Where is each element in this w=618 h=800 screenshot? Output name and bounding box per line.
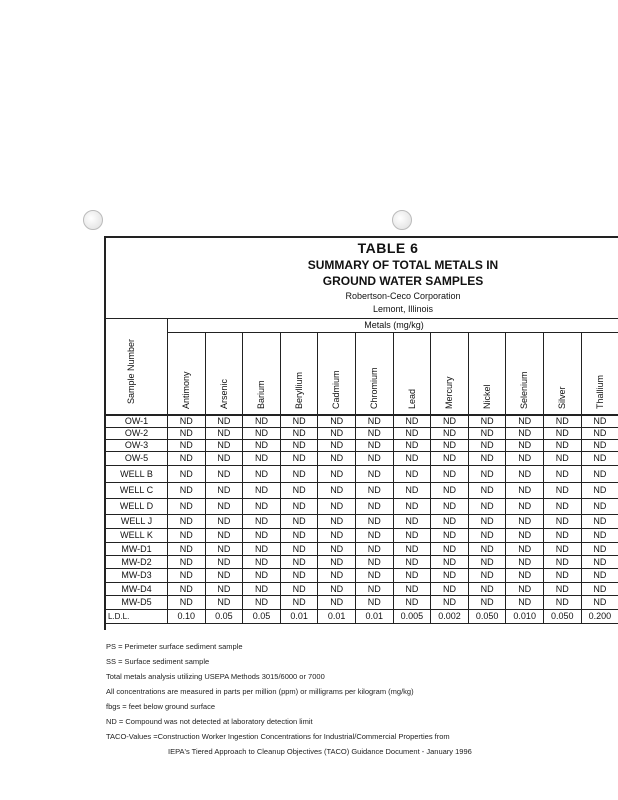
metal-value-cell: ND [356, 427, 394, 439]
table-row [106, 528, 618, 543]
metal-value-cell: ND [356, 451, 394, 465]
column-header-label: Selenium [519, 371, 530, 409]
metal-value-cell: ND [582, 568, 618, 582]
metal-value-cell: ND [206, 427, 244, 439]
metal-value-cell: ND [243, 568, 281, 582]
metal-value-cell: ND [582, 465, 618, 482]
metal-value-cell: 0.002 [431, 609, 469, 623]
sample-number-cell: WELL K [106, 528, 168, 542]
metal-value-cell: ND [431, 582, 469, 595]
table-title-block [106, 238, 618, 319]
metal-value-cell: ND [168, 439, 206, 451]
metal-value-cell: ND [431, 595, 469, 609]
metal-value-cell: ND [394, 439, 432, 451]
metal-value-cell: ND [544, 465, 582, 482]
metal-value-cell: ND [469, 528, 507, 542]
table-notes [106, 642, 606, 762]
metal-value-cell: ND [544, 528, 582, 542]
metal-value-cell: ND [243, 595, 281, 609]
sample-number-cell: WELL B [106, 465, 168, 482]
metal-value-cell: 0.01 [281, 609, 319, 623]
metal-value-cell: ND [582, 528, 618, 542]
metal-value-cell: ND [506, 595, 544, 609]
metal-value-cell: ND [394, 482, 432, 498]
column-header-antimony [168, 333, 206, 414]
metal-value-cell: 0.05 [206, 609, 244, 623]
column-header-beryllium [281, 333, 319, 414]
sample-number-cell: MW-D5 [106, 595, 168, 609]
metal-value-cell: ND [243, 451, 281, 465]
metal-value-cell: ND [394, 427, 432, 439]
metal-value-cell: ND [318, 451, 356, 465]
table-row [106, 482, 618, 499]
metal-value-cell: ND [356, 528, 394, 542]
sample-number-cell: WELL C [106, 482, 168, 498]
table-row [106, 514, 618, 529]
metal-value-cell: ND [394, 415, 432, 427]
metal-value-cell: ND [582, 582, 618, 595]
metal-value-cell: ND [431, 415, 469, 427]
metal-value-cell: ND [394, 514, 432, 528]
column-header-label: Chromium [369, 367, 379, 409]
table-row [106, 555, 618, 569]
column-header-mercury [431, 333, 469, 414]
metal-value-cell: ND [243, 427, 281, 439]
metal-value-cell: ND [243, 439, 281, 451]
metal-value-cell: ND [506, 439, 544, 451]
metal-value-cell: ND [544, 595, 582, 609]
metal-value-cell: ND [582, 451, 618, 465]
metal-value-cell: ND [544, 568, 582, 582]
metal-value-cell: ND [356, 482, 394, 498]
metal-value-cell: ND [206, 514, 244, 528]
metal-value-cell: ND [243, 582, 281, 595]
column-header-label: Nickel [481, 384, 492, 409]
metal-value-cell: ND [582, 415, 618, 427]
metal-value-cell: ND [281, 465, 319, 482]
table-header [106, 318, 618, 416]
metal-value-cell: ND [281, 568, 319, 582]
metal-value-cell: ND [469, 555, 507, 568]
metal-value-cell: ND [394, 555, 432, 568]
metal-value-cell: ND [544, 415, 582, 427]
metal-value-cell: ND [394, 582, 432, 595]
metal-value-cell: ND [506, 528, 544, 542]
metal-value-cell: ND [281, 528, 319, 542]
metal-value-cell: ND [356, 568, 394, 582]
metal-value-cell: ND [318, 498, 356, 514]
metal-value-cell: ND [356, 582, 394, 595]
metal-value-cell: ND [506, 415, 544, 427]
metal-value-cell: 0.005 [394, 609, 432, 623]
metal-value-cell: ND [506, 465, 544, 482]
metal-value-cell: ND [356, 439, 394, 451]
metal-value-cell: ND [356, 465, 394, 482]
metal-value-cell: ND [318, 595, 356, 609]
metal-value-cell: ND [243, 498, 281, 514]
metal-value-cell: ND [544, 451, 582, 465]
metal-value-cell: ND [356, 514, 394, 528]
sample-number-cell: OW-3 [106, 439, 168, 451]
column-header-thallium [582, 333, 618, 414]
metal-value-cell: ND [506, 451, 544, 465]
metal-value-cell: ND [281, 542, 319, 555]
column-header-label: Thallium [594, 374, 605, 409]
metal-value-cell: ND [544, 582, 582, 595]
metal-value-cell: ND [506, 555, 544, 568]
location: Lemont, Illinois [372, 304, 434, 314]
metal-value-cell: ND [281, 595, 319, 609]
metal-value-cell: ND [431, 542, 469, 555]
metal-value-cell: ND [394, 451, 432, 465]
sample-number-cell: WELL J [106, 514, 168, 528]
note-line: PS = Perimeter surface sediment sample [106, 642, 243, 651]
metal-value-cell: 0.10 [168, 609, 206, 623]
metal-value-cell: ND [469, 465, 507, 482]
metal-value-cell: ND [356, 415, 394, 427]
metal-value-cell: ND [243, 528, 281, 542]
metal-value-cell: ND [431, 482, 469, 498]
metal-value-cell: ND [394, 542, 432, 555]
metal-value-cell: ND [168, 482, 206, 498]
metal-value-cell: ND [431, 568, 469, 582]
metal-value-cell: ND [168, 427, 206, 439]
metal-value-cell: ND [318, 568, 356, 582]
metal-value-cell: ND [168, 514, 206, 528]
metal-value-cell: ND [168, 542, 206, 555]
metal-value-cell: ND [431, 514, 469, 528]
column-header-lead [394, 333, 432, 414]
metal-value-cell: ND [206, 542, 244, 555]
metal-value-cell: ND [431, 439, 469, 451]
metal-value-cell: 0.200 [582, 609, 618, 623]
metal-value-cell: ND [506, 482, 544, 498]
sample-number-cell: MW-D2 [106, 555, 168, 568]
metal-value-cell: ND [206, 415, 244, 427]
metal-value-cell: ND [469, 514, 507, 528]
metal-value-cell: ND [469, 595, 507, 609]
note-line: Total metals analysis utilizing USEPA Methods 3015/6000 or 7000 [106, 672, 325, 681]
column-header-label: Barium [256, 380, 267, 409]
table-row [106, 595, 618, 610]
metal-value-cell: ND [394, 465, 432, 482]
column-header-cadmium [318, 333, 356, 414]
metal-value-cell: ND [168, 595, 206, 609]
metal-value-cell: ND [506, 427, 544, 439]
metal-value-cell: ND [469, 568, 507, 582]
column-header-label: Lead [406, 388, 417, 409]
metal-value-cell: ND [206, 498, 244, 514]
metal-value-cell: ND [318, 427, 356, 439]
note-line: SS = Surface sediment sample [106, 657, 210, 666]
column-header-label: Arsenic [218, 378, 229, 409]
metal-value-cell: ND [243, 415, 281, 427]
metal-value-cell: ND [206, 482, 244, 498]
column-header-selenium [506, 333, 544, 414]
metal-value-cell: ND [318, 415, 356, 427]
sample-number-label: Sample Number [126, 338, 136, 404]
metal-value-cell: 0.050 [469, 609, 507, 623]
column-header-label: Mercury [444, 376, 455, 409]
table-title: TABLE 6 [357, 240, 419, 256]
sample-number-header [106, 318, 168, 414]
company-name: Robertson-Ceco Corporation [345, 291, 461, 301]
metal-value-cell: ND [243, 555, 281, 568]
column-header-nickel [469, 333, 507, 414]
column-header-chromium [356, 333, 394, 414]
metal-value-cell: ND [469, 451, 507, 465]
sample-number-cell: OW-2 [106, 427, 168, 439]
metal-value-cell: ND [206, 439, 244, 451]
table-subtitle-line2: GROUND WATER SAMPLES [322, 274, 484, 288]
metal-value-cell: ND [469, 498, 507, 514]
metal-value-cell: ND [469, 439, 507, 451]
metal-value-cell: ND [431, 451, 469, 465]
metal-value-cell: ND [544, 514, 582, 528]
metal-value-cell: ND [168, 465, 206, 482]
metal-value-cell: ND [506, 568, 544, 582]
metal-value-cell: ND [582, 595, 618, 609]
metal-value-cell: ND [206, 595, 244, 609]
metal-value-cell: ND [206, 451, 244, 465]
table-row [106, 582, 618, 596]
metal-value-cell: ND [469, 427, 507, 439]
metal-value-cell: ND [506, 498, 544, 514]
metal-value-cell: ND [431, 555, 469, 568]
metal-value-cell: ND [544, 482, 582, 498]
table-row [106, 465, 618, 483]
metal-value-cell: ND [544, 439, 582, 451]
note-line: ND = Compound was not detected at laboratory detection limit [106, 717, 313, 726]
column-header-label: Silver [557, 386, 567, 409]
metal-value-cell: ND [506, 514, 544, 528]
metal-value-cell: ND [582, 542, 618, 555]
metal-value-cell: 0.010 [506, 609, 544, 623]
metal-value-cell: ND [431, 498, 469, 514]
metal-value-cell: 0.01 [318, 609, 356, 623]
metal-value-cell: ND [281, 439, 319, 451]
metal-value-cell: ND [356, 498, 394, 514]
metal-value-cell: ND [318, 482, 356, 498]
column-header-label: Antimony [181, 371, 191, 409]
metals-units-header: Metals (mg/kg) [168, 318, 618, 333]
metal-value-cell: ND [206, 555, 244, 568]
metal-value-cell: ND [469, 482, 507, 498]
metal-value-cell: ND [168, 451, 206, 465]
metal-value-cell: ND [394, 498, 432, 514]
metal-value-cell: ND [318, 528, 356, 542]
metal-value-cell: ND [506, 582, 544, 595]
column-header-silver [544, 333, 582, 414]
table-row [106, 498, 618, 515]
metal-value-cell: ND [582, 439, 618, 451]
note-line: All concentrations are measured in parts per million (ppm) or milligrams per kilogram (mg/kg) [106, 687, 414, 696]
metal-value-cell: ND [394, 568, 432, 582]
metal-value-cell: ND [281, 514, 319, 528]
metal-value-cell: ND [431, 427, 469, 439]
sample-number-cell: MW-D3 [106, 568, 168, 582]
metal-value-cell: ND [318, 439, 356, 451]
metal-value-cell: ND [431, 528, 469, 542]
metal-value-cell: ND [318, 514, 356, 528]
metal-value-cell: ND [281, 555, 319, 568]
punch-hole-left [83, 210, 103, 230]
metal-value-cell: ND [544, 498, 582, 514]
metal-value-cell: ND [281, 498, 319, 514]
metal-value-cell: ND [281, 482, 319, 498]
metal-value-cell: ND [544, 555, 582, 568]
table-row [106, 451, 618, 466]
metal-value-cell: ND [281, 427, 319, 439]
table-row [106, 568, 618, 583]
punch-hole-center [392, 210, 412, 230]
note-line: TACO-Values =Construction Worker Ingestion Concentrations for Industrial/Commercial Properties from [106, 732, 450, 741]
note-line: fbgs = feet below ground surface [106, 702, 216, 711]
metal-value-cell: ND [318, 465, 356, 482]
metal-value-cell: ND [206, 528, 244, 542]
metal-value-cell: ND [394, 595, 432, 609]
metal-value-cell: ND [243, 542, 281, 555]
metal-value-cell: 0.01 [356, 609, 394, 623]
metal-value-cell: 0.05 [243, 609, 281, 623]
sample-number-cell: MW-D1 [106, 542, 168, 555]
metal-value-cell: ND [469, 415, 507, 427]
metal-value-cell: ND [582, 555, 618, 568]
metal-value-cell: ND [168, 498, 206, 514]
note-line: IEPA's Tiered Approach to Cleanup Objectives (TACO) Guidance Document - January 1996 [168, 747, 472, 756]
column-header-arsenic [206, 333, 244, 414]
metal-value-cell: ND [431, 465, 469, 482]
column-header-barium [243, 333, 281, 414]
column-header-label: Cadmium [331, 370, 342, 409]
metal-value-cell: ND [206, 568, 244, 582]
metal-value-cell: ND [582, 482, 618, 498]
metal-value-cell: ND [394, 528, 432, 542]
sample-number-cell: OW-1 [106, 415, 168, 427]
metal-value-cell: 0.050 [544, 609, 582, 623]
metal-value-cell: ND [318, 555, 356, 568]
metal-value-cell: ND [356, 595, 394, 609]
metal-value-cell: ND [243, 514, 281, 528]
metal-value-cell: ND [582, 498, 618, 514]
metal-value-cell: ND [506, 542, 544, 555]
sample-number-cell: OW-5 [106, 451, 168, 465]
metal-value-cell: ND [318, 582, 356, 595]
column-header-label: Beryllium [293, 371, 304, 409]
sample-number-cell: L.D.L. [106, 609, 168, 623]
metal-value-cell: ND [544, 542, 582, 555]
metal-value-cell: ND [544, 427, 582, 439]
metal-value-cell: ND [356, 555, 394, 568]
metal-value-cell: ND [469, 542, 507, 555]
metal-value-cell: ND [206, 582, 244, 595]
metal-value-cell: ND [582, 514, 618, 528]
sample-number-cell: WELL D [106, 498, 168, 514]
metal-value-cell: ND [168, 582, 206, 595]
metal-value-cell: ND [168, 415, 206, 427]
metal-value-cell: ND [318, 542, 356, 555]
metal-value-cell: ND [243, 465, 281, 482]
metal-value-cell: ND [168, 555, 206, 568]
metal-value-cell: ND [281, 582, 319, 595]
metal-value-cell: ND [206, 465, 244, 482]
metal-value-cell: ND [469, 582, 507, 595]
metal-value-cell: ND [356, 542, 394, 555]
metal-value-cell: ND [281, 451, 319, 465]
metal-value-cell: ND [582, 427, 618, 439]
ldl-row [106, 609, 618, 624]
sample-number-cell: MW-D4 [106, 582, 168, 595]
table-subtitle-line1: SUMMARY OF TOTAL METALS IN [307, 258, 499, 272]
metal-value-cell: ND [168, 568, 206, 582]
table-row [106, 542, 618, 556]
metal-value-cell: ND [243, 482, 281, 498]
metal-value-cell: ND [281, 415, 319, 427]
metals-table [104, 236, 618, 630]
metal-value-cell: ND [168, 528, 206, 542]
